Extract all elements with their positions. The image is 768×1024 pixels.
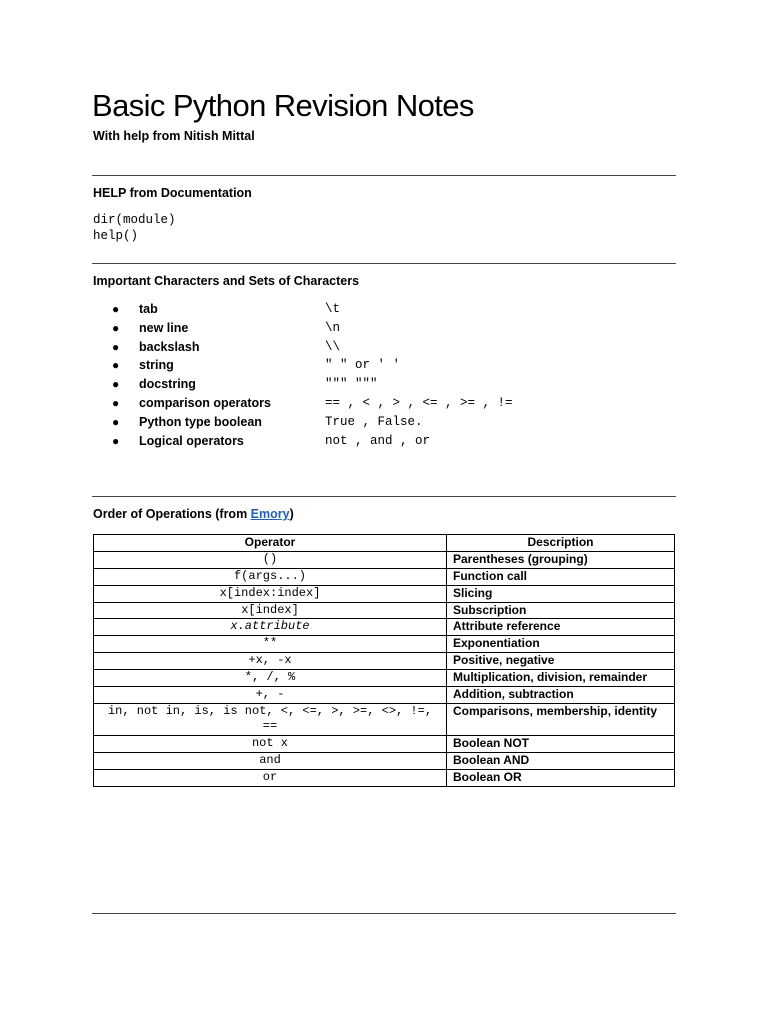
description-cell: Boolean OR (447, 769, 675, 786)
table-row (94, 551, 675, 568)
operator-cell: not x (94, 735, 447, 752)
char-value: \t (325, 302, 341, 316)
table-row (94, 602, 675, 619)
order-of-operations-table (93, 534, 675, 787)
operator-cell: x[index] (94, 602, 447, 619)
ops-heading-prefix: Order of Operations (from (93, 507, 251, 521)
operator-cell: () (94, 551, 447, 568)
list-item (112, 300, 632, 319)
table-row (94, 619, 675, 636)
description-cell: Multiplication, division, remainder (447, 670, 675, 687)
table-row (94, 735, 675, 752)
section-divider (92, 263, 676, 264)
characters-list (112, 300, 632, 450)
operator-cell: +, - (94, 687, 447, 704)
bullet-icon: ● (112, 414, 120, 429)
code-line: dir(module) (93, 213, 176, 227)
description-cell: Exponentiation (447, 636, 675, 653)
table-row (94, 653, 675, 670)
list-item (112, 338, 632, 357)
description-cell: Positive, negative (447, 653, 675, 670)
table-row (94, 703, 675, 735)
table-row (94, 585, 675, 602)
description-cell: Attribute reference (447, 619, 675, 636)
operator-cell: f(args...) (94, 568, 447, 585)
table-row (94, 752, 675, 769)
char-name: backslash (139, 339, 200, 354)
column-header-description: Description (447, 535, 675, 552)
help-code-block (93, 212, 176, 244)
operator-cell: x[index:index] (94, 585, 447, 602)
description-cell: Subscription (447, 602, 675, 619)
description-cell: Comparisons, membership, identity (447, 703, 675, 735)
code-line: help() (93, 229, 139, 243)
char-value: " " or ' ' (325, 358, 401, 373)
help-section-heading: HELP from Documentation (93, 186, 252, 200)
char-name: string (139, 358, 174, 373)
bullet-icon: ● (112, 302, 120, 316)
description-cell: Slicing (447, 585, 675, 602)
bullet-icon: ● (112, 320, 120, 335)
char-value: == , < , > , <= , >= , != (325, 395, 513, 410)
operator-cell: x.attribute (94, 619, 447, 636)
char-name: comparison operators (139, 395, 271, 410)
emory-link[interactable]: Emory (250, 507, 290, 521)
list-item (112, 356, 632, 375)
footer-divider (92, 913, 676, 914)
bullet-icon: ● (112, 377, 120, 392)
section-divider (92, 496, 676, 497)
list-item (112, 432, 632, 451)
operator-cell: +x, -x (94, 653, 447, 670)
char-value: True , False. (325, 414, 423, 429)
page-subtitle: With help from Nitish Mittal (93, 129, 255, 143)
table-header-row (94, 535, 675, 552)
operator-cell: ** (94, 636, 447, 653)
char-value: """ """ (325, 377, 378, 392)
description-cell: Boolean NOT (447, 735, 675, 752)
ops-section-heading (93, 507, 294, 521)
table-row (94, 568, 675, 585)
bullet-icon: ● (112, 433, 120, 448)
table-row (94, 769, 675, 786)
list-item (112, 394, 632, 413)
operator-cell: in, not in, is, is not, <, <=, >, >=, <>, !=, == (94, 703, 447, 735)
ops-heading-suffix: ) (289, 507, 294, 521)
operator-cell: and (94, 752, 447, 769)
char-value: not , and , or (325, 433, 431, 448)
list-item (112, 319, 632, 338)
char-name: Logical operators (139, 433, 244, 448)
bullet-icon: ● (112, 339, 120, 354)
description-cell: Addition, subtraction (447, 687, 675, 704)
char-name: Python type boolean (139, 414, 262, 429)
char-value: \\ (325, 339, 341, 354)
list-item (112, 413, 632, 432)
description-cell: Parentheses (grouping) (447, 551, 675, 568)
table-row (94, 670, 675, 687)
char-value: \n (325, 320, 341, 335)
column-header-operator: Operator (94, 535, 447, 552)
page-title: Basic Python Revision Notes (92, 88, 474, 123)
bullet-icon: ● (112, 358, 120, 373)
operator-cell: *, /, % (94, 670, 447, 687)
char-name: tab (139, 302, 158, 316)
table-row (94, 687, 675, 704)
chars-section-heading: Important Characters and Sets of Characters (93, 274, 360, 288)
section-divider (92, 175, 676, 176)
operator-cell: or (94, 769, 447, 786)
list-item (112, 375, 632, 394)
document-page (92, 0, 676, 1024)
bullet-icon: ● (112, 395, 120, 410)
table-row (94, 636, 675, 653)
description-cell: Function call (447, 568, 675, 585)
char-name: docstring (139, 377, 196, 392)
description-cell: Boolean AND (447, 752, 675, 769)
char-name: new line (139, 320, 189, 335)
